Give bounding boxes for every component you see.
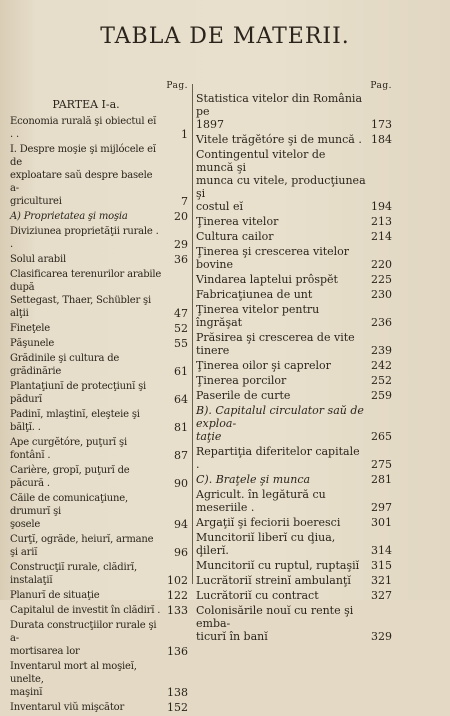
toc-entry bbox=[10, 337, 188, 350]
toc-entry-label: Ape curgĕtóre, puţurĭ şi fontânĭ . bbox=[10, 437, 127, 461]
toc-entry bbox=[10, 561, 188, 587]
toc-entry-page: 315 bbox=[371, 559, 392, 572]
toc-entry bbox=[196, 215, 392, 228]
toc-entry-label: Solul arabil bbox=[10, 254, 66, 265]
toc-entry-label: Prăsirea şi crescerea de vite tinere bbox=[196, 331, 355, 357]
toc-entry-label: A) Proprietatea şi moşia bbox=[10, 211, 128, 222]
toc-entry-page: 87 bbox=[174, 449, 188, 462]
toc-entry-page: 64 bbox=[174, 393, 188, 406]
toc-entry-label: Planurĭ de situaţie bbox=[10, 590, 100, 601]
pag-label-right: Pag. bbox=[370, 81, 392, 91]
toc-entry-label: Padinĭ, mlaştinĭ, eleşteie şi bălţĭ. . bbox=[10, 409, 140, 433]
toc-entry-page: 230 bbox=[371, 288, 392, 301]
toc-entry-page: 81 bbox=[174, 421, 188, 434]
entry-list-left bbox=[10, 115, 188, 714]
toc-entry-page: 96 bbox=[174, 546, 188, 559]
toc-entry-label: Fabricaţiunea de unt bbox=[196, 288, 313, 301]
part-heading: PARTEA I-a. bbox=[52, 98, 120, 111]
toc-entry-page: 133 bbox=[167, 604, 188, 617]
toc-entry-label: Plantaţiunĭ de protecţiunĭ şi pădurĭ bbox=[10, 381, 147, 405]
toc-entry bbox=[196, 288, 392, 301]
toc-entry-page: 252 bbox=[371, 374, 392, 387]
toc-entry bbox=[196, 148, 392, 213]
toc-entry-label: Căile de comunicaţiune, drumurĭ şi şosele bbox=[10, 493, 128, 530]
toc-entry-page: 138 bbox=[167, 686, 188, 699]
toc-entry-label: Economia rurală şi obiectul eĭ . . bbox=[10, 116, 157, 140]
toc-entry bbox=[10, 268, 188, 320]
toc-entry-label: Ţinerea oilor şi caprelor bbox=[196, 359, 331, 372]
entry-list-right bbox=[196, 92, 392, 643]
toc-entry-page: 265 bbox=[371, 430, 392, 443]
toc-entry bbox=[196, 589, 392, 602]
toc-entry-label: Grădinile şi cultura de grădinărie bbox=[10, 353, 120, 377]
toc-entry bbox=[196, 445, 392, 471]
toc-entry-label: Fineţele bbox=[10, 323, 50, 334]
toc-entry bbox=[10, 380, 188, 406]
toc-entry-label: Colonisările nouĭ cu rente şi emba- ticurĭ în banĭ bbox=[196, 604, 354, 643]
toc-entry bbox=[196, 359, 392, 372]
toc-entry-page: 297 bbox=[371, 501, 392, 514]
toc-entry-label: Statistica vitelor din România pe 1897 bbox=[196, 92, 363, 131]
toc-entry bbox=[196, 273, 392, 286]
toc-entry-label: Repartiţia diferitelor capitale . bbox=[196, 445, 360, 471]
toc-entry bbox=[196, 473, 392, 486]
toc-entry-page: 194 bbox=[371, 200, 392, 213]
toc-entry-label: Ţinerea şi crescerea vitelor bovine bbox=[196, 245, 350, 271]
toc-entry-label: Păşunele bbox=[10, 338, 55, 349]
toc-entry-page: 225 bbox=[371, 273, 392, 286]
toc-entry-label: Carière, gropĭ, puţurĭ de păcură . bbox=[10, 465, 130, 489]
toc-entry bbox=[196, 404, 392, 443]
toc-entry bbox=[10, 660, 188, 699]
page-title: TABLA DE MATERII. bbox=[100, 24, 350, 49]
toc-entry bbox=[10, 210, 188, 223]
toc-entry-label: Diviziunea proprietăţii rurale . . bbox=[10, 226, 159, 250]
toc-entry-label: Construcţiĭ rurale, clădirĭ, instalaţiĭ bbox=[10, 562, 138, 586]
toc-entry bbox=[196, 559, 392, 572]
toc-entry-page: 102 bbox=[167, 574, 188, 587]
toc-entry bbox=[10, 408, 188, 434]
toc-entry-page: 29 bbox=[174, 238, 188, 251]
toc-entry-label: C). Braţele şi munca bbox=[196, 473, 311, 486]
toc-entry-page: 281 bbox=[371, 473, 392, 486]
toc-entry-label: Durata construcţiilor rurale şi a- mortisarea lor bbox=[10, 620, 157, 657]
toc-entry bbox=[10, 253, 188, 266]
toc-entry-page: 122 bbox=[167, 589, 188, 602]
toc-entry bbox=[196, 604, 392, 643]
toc-entry-label: Lucrătoriĭ cu contract bbox=[196, 589, 319, 602]
toc-entry-page: 52 bbox=[174, 322, 188, 335]
toc-entry-label: I. Despre moşie şi mijlócele eĭ de exploatare saŭ despre basele a- griculturei bbox=[10, 144, 156, 207]
toc-entry-label: Ţinerea vitelor bbox=[196, 215, 279, 228]
toc-entry bbox=[196, 133, 392, 146]
toc-entry-page: 220 bbox=[371, 258, 392, 271]
toc-entry-label: Argaţiĭ şi feciorii boeresci bbox=[196, 516, 341, 529]
toc-entry-page: 301 bbox=[371, 516, 392, 529]
contents-column-left bbox=[10, 80, 188, 716]
toc-entry-page: 214 bbox=[371, 230, 392, 243]
contents-column-right bbox=[196, 80, 392, 645]
toc-entry-page: 173 bbox=[371, 118, 392, 131]
toc-entry-page: 36 bbox=[174, 253, 188, 266]
toc-entry bbox=[10, 115, 188, 141]
toc-entry-page: 275 bbox=[371, 458, 392, 471]
toc-entry bbox=[196, 516, 392, 529]
toc-entry-page: 90 bbox=[174, 477, 188, 490]
toc-entry bbox=[10, 589, 188, 602]
toc-entry-page: 1 bbox=[181, 128, 188, 141]
toc-entry-page: 184 bbox=[371, 133, 392, 146]
toc-entry-page: 329 bbox=[371, 630, 392, 643]
toc-entry bbox=[196, 92, 392, 131]
toc-entry bbox=[196, 531, 392, 557]
toc-entry-label: Curţĭ, ogrăde, heiurĭ, armane şi ariĭ bbox=[10, 534, 154, 558]
toc-entry bbox=[10, 701, 188, 714]
toc-entry bbox=[196, 331, 392, 357]
toc-entry-label: Muncitoriĭ cu ruptul, ruptaşiĭ bbox=[196, 559, 360, 572]
toc-entry bbox=[196, 488, 392, 514]
toc-entry-label: Capitalul de investit în clădirĭ . bbox=[10, 605, 161, 616]
toc-entry-page: 20 bbox=[174, 210, 188, 223]
toc-entry bbox=[196, 245, 392, 271]
toc-entry bbox=[10, 225, 188, 251]
toc-entry-label: Vindarea laptelui prôspĕt bbox=[196, 273, 338, 286]
toc-entry-label: Cultura cailor bbox=[196, 230, 274, 243]
toc-entry-label: Muncitoriĭ liberĭ cu ḑiua, ḑilerĭ. bbox=[196, 531, 336, 557]
toc-entry-page: 136 bbox=[167, 645, 188, 658]
toc-entry bbox=[10, 533, 188, 559]
toc-entry bbox=[10, 322, 188, 335]
toc-entry bbox=[196, 303, 392, 329]
toc-entry-page: 47 bbox=[174, 307, 188, 320]
toc-entry bbox=[196, 574, 392, 587]
toc-entry bbox=[10, 604, 188, 617]
toc-entry-page: 94 bbox=[174, 518, 188, 531]
toc-entry-page: 327 bbox=[371, 589, 392, 602]
toc-entry bbox=[10, 436, 188, 462]
toc-entry-page: 314 bbox=[371, 544, 392, 557]
toc-entry-page: 259 bbox=[371, 389, 392, 402]
toc-entry-page: 242 bbox=[371, 359, 392, 372]
toc-entry-page: 236 bbox=[371, 316, 392, 329]
toc-entry bbox=[10, 619, 188, 658]
toc-entry-label: Inventarul mort al moşieĭ, unelte, maşinĭ bbox=[10, 661, 137, 698]
toc-entry-label: Ţinerea porcilor bbox=[196, 374, 287, 387]
toc-entry-label: Clasificarea terenurilor arabile după Settegast, Thaer, Schübler şi alţii bbox=[10, 269, 162, 319]
toc-entry-label: Inventarul viŭ mişcător bbox=[10, 702, 125, 713]
toc-entry-page: 55 bbox=[174, 337, 188, 350]
toc-entry-page: 321 bbox=[371, 574, 392, 587]
toc-entry bbox=[10, 352, 188, 378]
toc-entry-label: Agricult. în legătură cu meseriile . bbox=[196, 488, 326, 514]
toc-entry-label: Contingentul vitelor de muncă şi munca cu vitele, producţiunea şi costul eĭ bbox=[196, 148, 366, 213]
toc-entry bbox=[10, 492, 188, 531]
column-divider bbox=[192, 84, 193, 584]
toc-entry-label: Paserile de curte bbox=[196, 389, 291, 402]
toc-entry bbox=[10, 143, 188, 208]
toc-entry-page: 152 bbox=[167, 701, 188, 714]
toc-entry-label: Lucrătoriĭ streinĭ ambulanţĭ bbox=[196, 574, 351, 587]
toc-entry-page: 213 bbox=[371, 215, 392, 228]
pag-label-left: Pag. bbox=[166, 81, 188, 91]
toc-entry bbox=[10, 464, 188, 490]
toc-entry-label: Ţinerea vitelor pentru îngrăşat bbox=[196, 303, 320, 329]
toc-entry-label: B). Capitalul circulator saŭ de exploa- taţie bbox=[196, 404, 364, 443]
toc-entry bbox=[196, 389, 392, 402]
toc-entry-page: 239 bbox=[371, 344, 392, 357]
toc-entry-page: 61 bbox=[174, 365, 188, 378]
toc-entry bbox=[196, 230, 392, 243]
toc-entry bbox=[196, 374, 392, 387]
toc-entry-label: Vitele trăgĕtóre şi de muncă . bbox=[196, 133, 362, 146]
toc-entry-page: 7 bbox=[181, 195, 188, 208]
